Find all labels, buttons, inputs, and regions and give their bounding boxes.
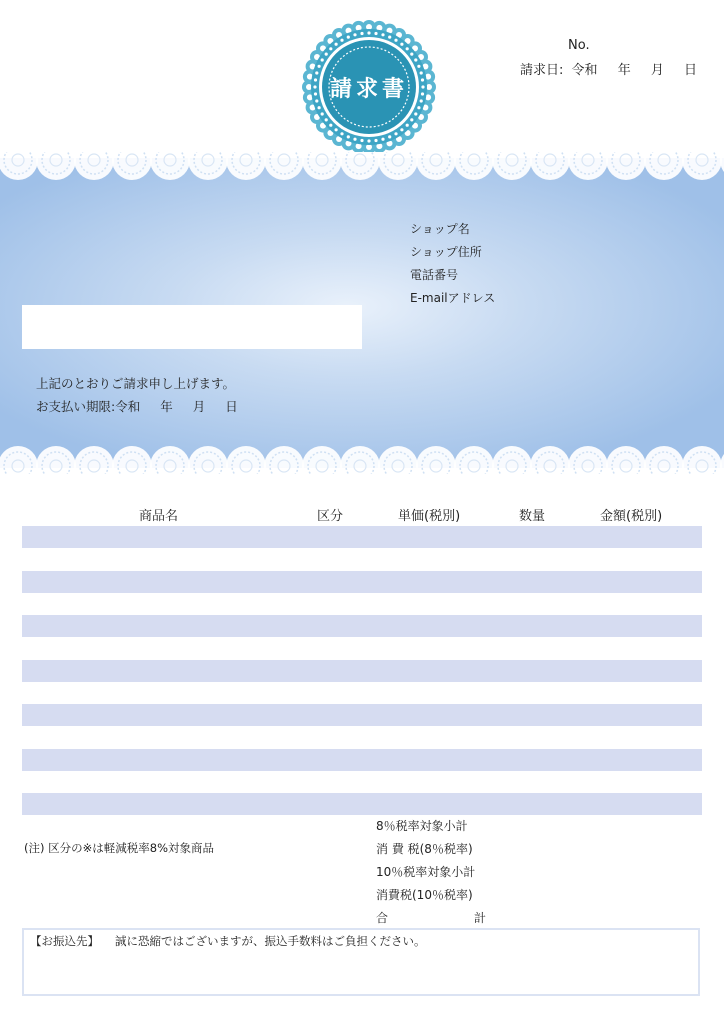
invoice-date-year: 年 (617, 63, 631, 78)
subtotal-10-label: 10％税率対象小計 (376, 865, 476, 879)
bank-message: 誠に恐縮ではございますが、振込手数料はご負担ください。 (115, 934, 426, 948)
table-row[interactable] (22, 704, 702, 726)
invoice-date-era: 令和 (571, 63, 598, 78)
invoice-date (520, 59, 710, 78)
column-header-amount: 金額(税別) (600, 509, 663, 524)
shop-phone: 電話番号 (410, 268, 459, 282)
invoice-number-label: No. (568, 38, 590, 53)
table-row[interactable] (22, 571, 702, 593)
items-table-header (22, 505, 702, 525)
invoice-date-label: 請求日: (520, 63, 564, 78)
column-header-unit-price: 単価(税別) (398, 509, 461, 524)
title-seal (300, 18, 438, 156)
due-date-era: 令和 (115, 399, 141, 414)
lace-border-top-icon (0, 152, 724, 198)
request-message (36, 372, 238, 418)
due-date (36, 395, 238, 418)
due-date-month: 月 (192, 399, 206, 414)
total-label-left: 合 (376, 911, 389, 925)
invoice-date-day: 日 (684, 63, 698, 78)
table-row[interactable] (22, 615, 702, 637)
table-row[interactable] (22, 526, 702, 548)
items-table-body (22, 526, 702, 838)
shop-info (410, 218, 495, 310)
total-label (376, 907, 486, 930)
table-row[interactable] (22, 749, 702, 771)
column-header-item: 商品名 (139, 509, 179, 524)
lace-border-bottom-icon (0, 428, 724, 474)
column-header-quantity: 数量 (519, 509, 546, 524)
invoice-date-month: 月 (650, 63, 664, 78)
due-date-day: 日 (225, 399, 238, 414)
total-label-right: 計 (473, 911, 486, 925)
shop-name: ショップ名 (410, 222, 470, 236)
column-header-category: 区分 (317, 509, 344, 524)
invoice-meta (520, 38, 710, 78)
due-date-year: 年 (160, 399, 173, 414)
shop-address: ショップ住所 (410, 245, 482, 259)
bank-label: 【お振込先】 (30, 934, 99, 948)
bank-transfer-box (22, 928, 700, 996)
document-title: 請求書 (329, 76, 408, 102)
tax-10-label: 消費税(10％税率) (376, 888, 473, 902)
summary-labels (376, 815, 486, 930)
tax-note: (注) 区分の※は軽減税率8%対象商品 (24, 841, 215, 855)
shop-email: E-mailアドレス (410, 291, 496, 305)
table-row[interactable] (22, 660, 702, 682)
recipient-name-field[interactable] (22, 305, 362, 349)
due-date-label: お支払い期限: (36, 399, 116, 414)
table-row[interactable] (22, 793, 702, 815)
request-text: 上記のとおりご請求申し上げます。 (36, 376, 236, 391)
subtotal-8-label: 8％税率対象小計 (376, 819, 468, 833)
tax-8-label: 消 費 税(8％税率) (376, 842, 473, 856)
